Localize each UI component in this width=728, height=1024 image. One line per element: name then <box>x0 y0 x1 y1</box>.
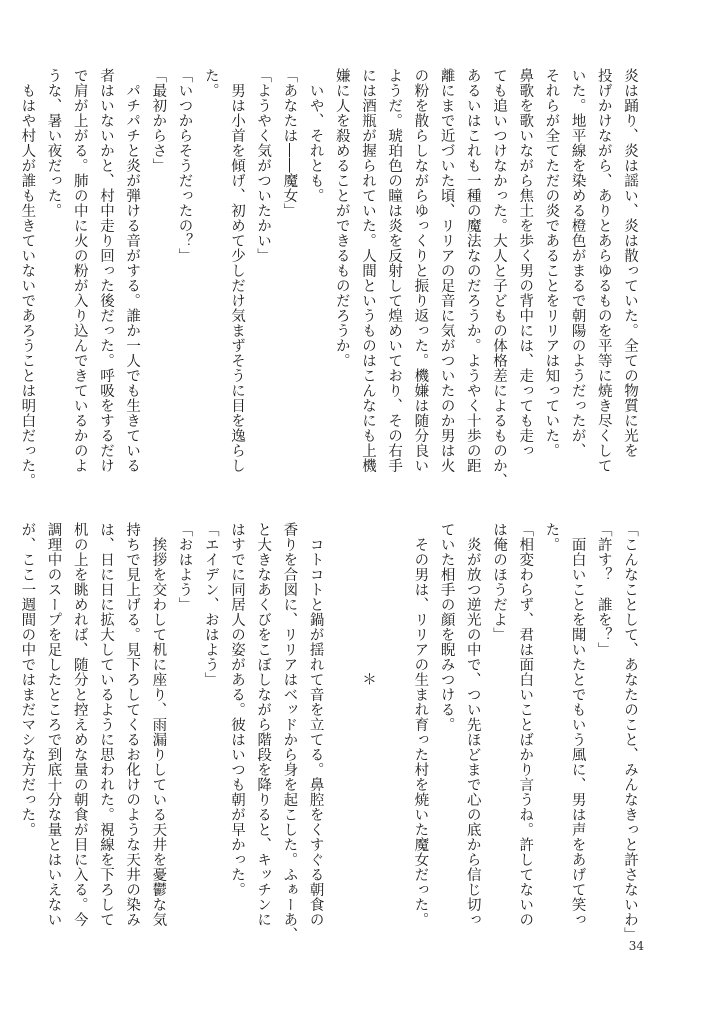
text-line: 机の上を眺めれば、随分と控えめな量の朝食が目に入る。今 <box>71 522 88 927</box>
text-line: ても追いつけなかった。大人と子どもの体格差によるものか、 <box>490 68 507 488</box>
text-line: 「最初からさ」 <box>150 68 167 173</box>
text-line: ようだ。琥珀色の瞳は炎を反射して煌めいており、その右手 <box>386 68 403 473</box>
text-line: 持ちで見上げる。見下ろしてくるお化けのような天井の染み <box>124 522 141 927</box>
text-line: その男は、リリアの生まれ育った村を焼いた魔女だった。 <box>412 522 429 927</box>
page-number: 34 <box>628 939 644 953</box>
text-line: 炎は踊り、炎は謡い、炎は散っていた。全ての物質に光を <box>622 68 638 458</box>
text-line: それらが全てただの炎であることをリリアは知っていた。 <box>543 68 560 458</box>
text-line: 香りを合図に、リリアはベッドから身を起こした。ふぁーあ、 <box>281 522 298 942</box>
text-line: は俺のほうだよ」 <box>490 522 507 642</box>
text-line: 「こんなことして、あなたのこと、みんなきっと許さないわ」 <box>622 522 638 942</box>
text-line: 者はいないかと、村中走り回った後だった。呼吸をするだけ <box>97 68 114 473</box>
text-line <box>381 522 407 947</box>
text-line: 「いつからそうだったの？」 <box>176 68 193 263</box>
text-line: 「ようやく気がついたかい」 <box>255 68 272 263</box>
text-line: た。 <box>543 522 560 552</box>
text-line: 調理中のスープを足したところで到底十分な量とはいえない <box>45 522 62 927</box>
text-line: パチパチと炎が弾ける音がする。誰か一人でも生きている <box>124 68 141 473</box>
text-line: 「相変わらず、君は面白いことばかり言うね。許してないの <box>517 522 534 927</box>
text-line: で肩が上がる。肺の中に火の粉が入り込んできているかのよ <box>71 68 88 473</box>
text-line: が、ここ一週間の中ではまだマシな方だった。 <box>19 522 36 837</box>
text-line: いた。地平線を染める橙色がまるで朝陽のようだったが、 <box>569 68 586 458</box>
text-line: 鼻歌を歌いながら焦土を歩く男の背中には、走っても走っ <box>517 68 534 458</box>
text-line: 投げかけながら、ありとあらゆるものを平等に焼き尽くして <box>595 68 612 473</box>
text-line <box>329 522 355 947</box>
text-line: 挨拶を交わして机に座り、雨漏りしている天井を憂鬱な気 <box>150 522 167 927</box>
text-line: と大きなあくびをこぼしながら階段を降りると、キッチンに <box>255 522 272 927</box>
text-line: コトコトと鍋が揺れて音を立てる。鼻腔をくすぐる朝食の <box>307 522 324 927</box>
text-line: あるいはこれも一種の魔法なのだろうか。ようやく十歩の距 <box>464 68 481 473</box>
top-text-block <box>19 68 643 493</box>
text-line: 「おはよう」 <box>176 522 193 612</box>
text-line: 嫌に人を殺めることができるものだろうか。 <box>333 68 350 368</box>
text-line: 「許す？ 誰を？」 <box>595 522 612 657</box>
bottom-text-block <box>19 522 643 947</box>
text-line: の粉を散らしながらゆっくりと振り返った。機嫌は随分良い <box>412 68 429 473</box>
text-line: ＊ <box>359 522 376 687</box>
text-line: 「エイデン、おはよう」 <box>202 522 219 687</box>
text-line: はすでに同居人の姿がある。彼はいつも朝が早かった。 <box>228 522 245 897</box>
text-line: 炎が放つ逆光の中で、つい先ほどまで心の底から信じ切っ <box>464 522 481 927</box>
text-line: いや、それとも。 <box>307 68 324 203</box>
text-line: 面白いことを聞いたとでもいう風に、男は声をあげて笑っ <box>569 522 586 927</box>
text-line: 離にまで近づいた頃、リリアの足音に気がついたのか男は火 <box>438 68 455 473</box>
text-line: ていた相手の顔を睨みつける。 <box>438 522 455 732</box>
text-line: うな、暑い夜だった。 <box>45 68 62 218</box>
text-line: た。 <box>202 68 219 98</box>
text-line: には酒瓶が握られていた。人間というものはこんなにも上機 <box>359 68 376 473</box>
text-line: もはや村人が誰も生きていないであろうことは明白だった。 <box>19 68 36 488</box>
text-line: 「あなたは――魔女」 <box>281 68 298 218</box>
text-line: 男は小首を傾げ、初めて少しだけ気まずそうに目を逸らし <box>228 68 245 473</box>
text-line: は、日に日に拡大しているように思われた。視線を下ろして <box>97 522 114 927</box>
